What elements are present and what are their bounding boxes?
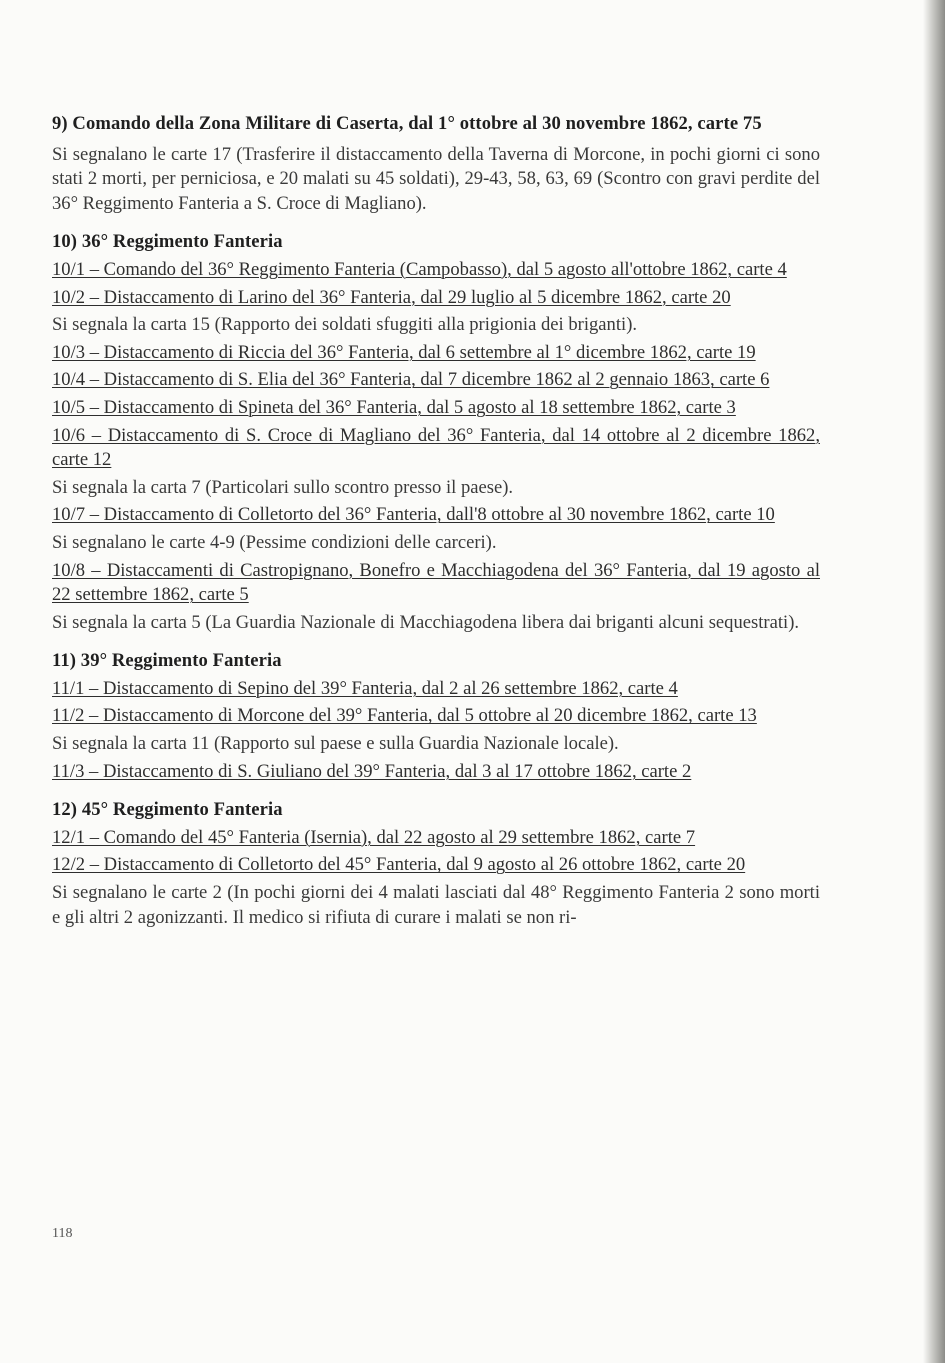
unit-10-8: 10/8 – Distaccamenti di Castropignano, Bonefro e Macchiagodena del 36° Fanteria, dal 19 agosto al 22 settembre 1862, carte 5: [52, 559, 820, 606]
page-text: [52, 112, 820, 930]
unit-10-7: 10/7 – Distaccamento di Colletorto del 36° Fanteria, dall'8 ottobre al 30 novembre 1862, carte 10: [52, 504, 775, 526]
unit-11-2: 11/2 – Distaccamento di Morcone del 39° Fanteria, dal 5 ottobre al 20 dicembre 1862, carte 13: [52, 705, 757, 727]
unit-10-4: 10/4 – Distaccamento di S. Elia del 36° Fanteria, dal 7 dicembre 1862 al 2 gennaio 1863, carte 6: [52, 369, 770, 391]
note-10-6: Si segnala la carta 7 (Particolari sullo scontro presso il paese).: [52, 476, 514, 498]
unit-10-5: 10/5 – Distaccamento di Spineta del 36° Fanteria, dal 5 agosto al 18 settembre 1862, carte 3: [52, 396, 736, 418]
note-10-7: Si segnalano le carte 4-9 (Pessime condizioni delle carceri).: [52, 531, 497, 553]
unit-10-2: 10/2 – Distaccamento di Larino del 36° Fanteria, dal 29 luglio al 5 dicembre 1862, carte 20: [52, 286, 731, 308]
note-11-2: Si segnala la carta 11 (Rapporto sul paese e sulla Guardia Nazionale locale).: [52, 733, 619, 755]
binding-shadow: [923, 0, 945, 1363]
section-heading-12: 12) 45° Reggimento Fanteria: [52, 799, 283, 821]
unit-10-1: 10/1 – Comando del 36° Reggimento Fanteria (Campobasso), dal 5 agosto all'ottobre 1862, carte 4: [52, 258, 787, 280]
note-10-8: Si segnala la carta 5 (La Guardia Nazionale di Macchiagodena libera dai briganti alcuni sequestrati).: [52, 611, 800, 633]
section-text-9: Si segnalano le carte 17 (Trasferire il distaccamento della Taverna di Morcone, in pochi giorni ci sono stati 2 morti, per perniciosa, e 20 malati su 45 soldati), 29-43, 58, 63, 69 (Scontro con gravi perdite del 36° Reggimento Fanteria a S. Croce di Magliano).: [52, 143, 820, 214]
note-12-2: Si segnalano le carte 2 (In pochi giorni dei 4 malati lasciati dal 48° Reggimento Fanteria 2 sono morti e gli altri 2 agonizzanti. Il medico si rifiuta di curare i malati se non ri-: [52, 882, 820, 928]
page-number: 118: [52, 1226, 73, 1241]
unit-12-1: 12/1 – Comando del 45° Fanteria (Isernia), dal 22 agosto al 29 settembre 1862, carte 7: [52, 826, 696, 848]
unit-11-1: 11/1 – Distaccamento di Sepino del 39° Fanteria, dal 2 al 26 settembre 1862, carte 4: [52, 677, 678, 699]
unit-10-3: 10/3 – Distaccamento di Riccia del 36° Fanteria, dal 6 settembre al 1° dicembre 1862, carte 19: [52, 341, 756, 363]
section-heading-11: 11) 39° Reggimento Fanteria: [52, 650, 282, 672]
unit-11-3: 11/3 – Distaccamento di S. Giuliano del 39° Fanteria, dal 3 al 17 ottobre 1862, carte 2: [52, 760, 692, 782]
section-heading-9: 9) Comando della Zona Militare di Caserta, dal 1° ottobre al 30 novembre 1862, carte 75: [52, 113, 762, 134]
section-heading-10: 10) 36° Reggimento Fanteria: [52, 231, 283, 253]
note-10-2: Si segnala la carta 15 (Rapporto dei soldati sfuggiti alla prigionia dei briganti).: [52, 314, 638, 336]
unit-12-2: 12/2 – Distaccamento di Colletorto del 45° Fanteria, dal 9 agosto al 26 ottobre 1862, carte 20: [52, 854, 746, 876]
unit-10-6: 10/6 – Distaccamento di S. Croce di Magliano del 36° Fanteria, dal 14 ottobre al 2 dicembre 1862, carte 12: [52, 424, 820, 471]
